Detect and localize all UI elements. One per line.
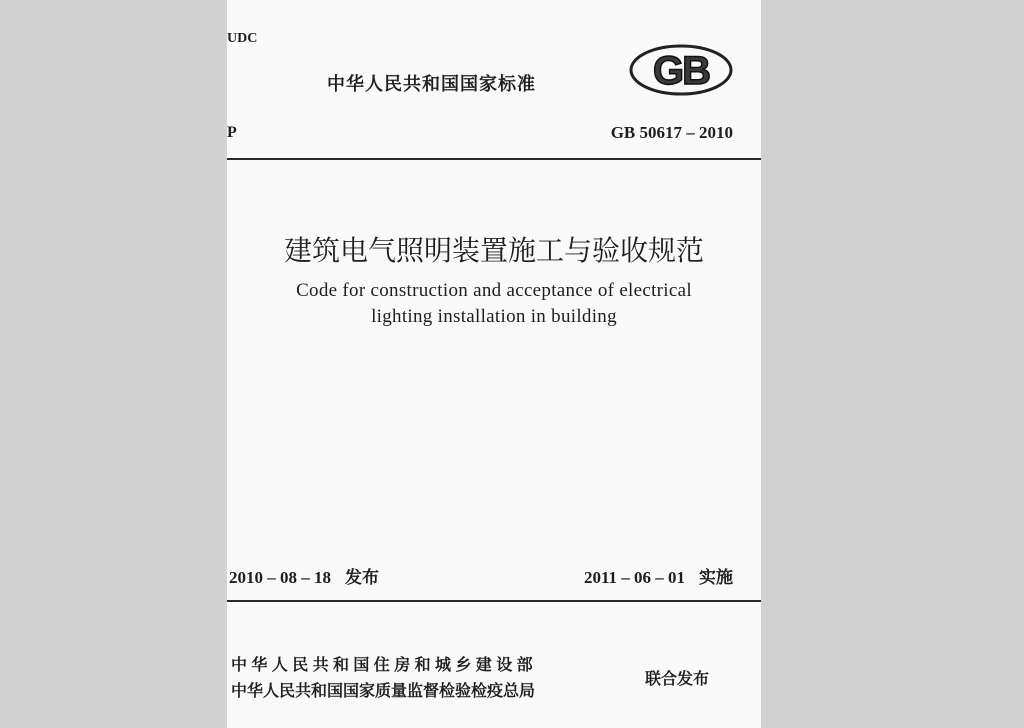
gb-logo bbox=[629, 44, 733, 96]
classification-code: P bbox=[227, 124, 237, 141]
divider-top bbox=[227, 158, 761, 160]
issuer-ministry-housing: 中华人民共和国住房和城乡建设部 bbox=[231, 655, 538, 674]
udc-label: UDC bbox=[227, 31, 258, 46]
document-page bbox=[227, 0, 761, 728]
issuers-block bbox=[231, 652, 537, 704]
implement-date: 2011 – 06 – 01 bbox=[583, 568, 685, 587]
title-english bbox=[227, 278, 761, 330]
implement-label: 实施 bbox=[699, 568, 733, 588]
joint-issue-label: 联合发布 bbox=[645, 669, 710, 688]
standard-number: GB 50617 – 2010 bbox=[610, 123, 733, 142]
issue-date: 2010 – 08 – 18 bbox=[229, 568, 331, 587]
title-english-line1: Code for construction and acceptance of electrical bbox=[296, 280, 692, 301]
svg-text:GB: GB bbox=[653, 49, 709, 93]
title-chinese: 建筑电气照明装置施工与验收规范 bbox=[283, 234, 704, 267]
issue-label: 发布 bbox=[345, 568, 379, 588]
implement-date-block bbox=[584, 563, 733, 588]
divider-bottom bbox=[227, 600, 761, 602]
standard-type-title: 中华人民共和国国家标准 bbox=[327, 74, 536, 95]
title-english-line2: lighting installation in building bbox=[371, 306, 617, 327]
issue-date-block bbox=[229, 563, 379, 588]
issuer-aqsiq: 中华人民共和国国家质量监督检验检疫总局 bbox=[231, 681, 536, 700]
